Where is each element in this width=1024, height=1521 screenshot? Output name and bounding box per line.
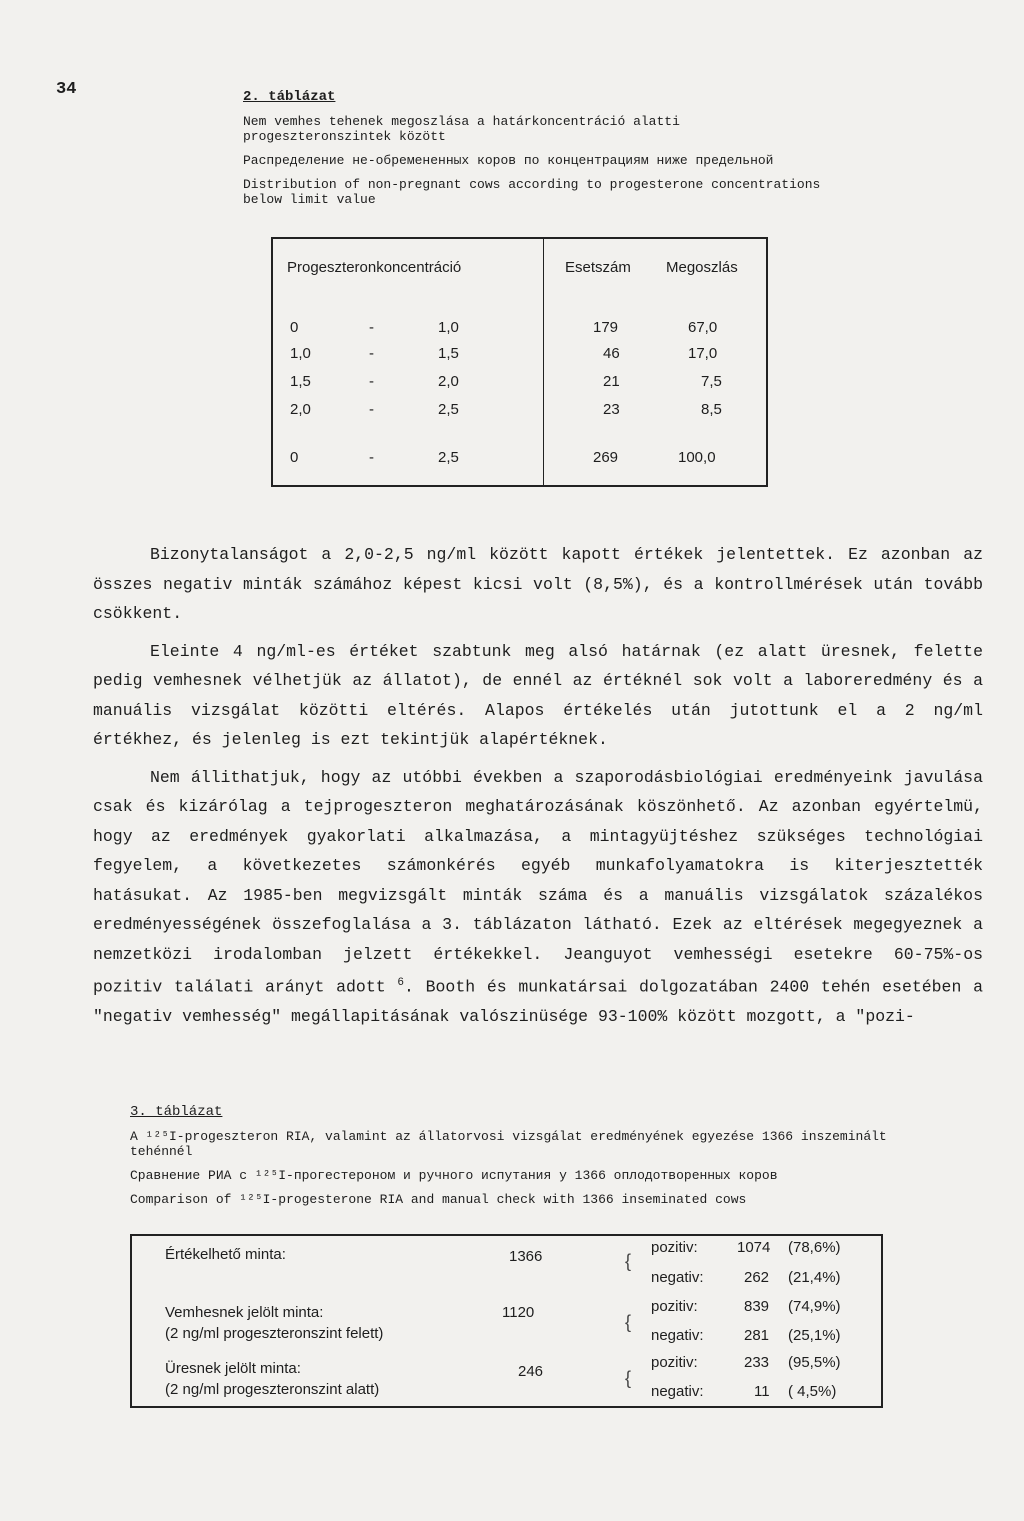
table2-row-dash: -: [369, 401, 374, 418]
body-text: [93, 540, 983, 1032]
table3-row-sublabel: (2 ng/ml progeszteronszint felett): [165, 1325, 384, 1342]
table3-row-total: 246: [518, 1363, 544, 1380]
table2-row-share: 17,0: [688, 345, 718, 362]
table3-pos-count: 839: [744, 1298, 770, 1315]
table2-row-count: 23: [603, 401, 620, 418]
table3-pos-percent: (95,5%): [788, 1354, 841, 1371]
table3-caption-en: Comparison of ¹²⁵I-progesterone RIA and manual check with 1366 inseminated cows: [130, 1192, 747, 1207]
table3-neg-label: negativ:: [651, 1327, 704, 1344]
table2-row-count: 179: [593, 319, 619, 336]
paragraph-1: Bizonytalanságot a 2,0-2,5 ng/ml között kapott értékek jelentettek. Ez azonban az összes negativ minták számához képest kicsi volt (8,5%), és a kontrollmérések után tovább csökkent.: [93, 545, 983, 623]
table3-row-label: Értékelhető minta:: [165, 1246, 286, 1263]
table3-neg-percent: ( 4,5%): [788, 1383, 837, 1400]
table2-row-from: 2,0: [290, 401, 311, 418]
table3-neg-count: 11: [754, 1383, 770, 1400]
brace-icon: {: [625, 1251, 632, 1271]
table2-row-dash: -: [369, 345, 374, 362]
table3-pos-count: 233: [744, 1354, 770, 1371]
table2-row-count: 21: [603, 373, 620, 390]
table3-pos-count: 1074: [737, 1239, 771, 1256]
table3-row-label: Üresnek jelölt minta:: [165, 1360, 301, 1377]
table2-divider: [543, 239, 544, 485]
table3-caption-ru: Сравнение РИА с ¹²⁵I-прогестероном и ручного испутания у 1366 оплодотворенных коров: [130, 1168, 778, 1183]
table2-row-from: 0: [290, 319, 299, 336]
table2-row-share: 7,5: [701, 373, 722, 390]
table3-row-total: 1120: [502, 1304, 535, 1321]
brace-icon: {: [625, 1312, 632, 1332]
table3-pos-label: pozitiv:: [651, 1298, 698, 1315]
table2-row-from: 1,5: [290, 373, 311, 390]
table2-row-to: 2,5: [438, 401, 459, 418]
paragraph-3: [93, 763, 983, 1032]
table2-header-share: Megoszlás: [666, 259, 738, 276]
table2-row-count: 46: [603, 345, 620, 362]
table3-pos-percent: (74,9%): [788, 1298, 841, 1315]
paragraph-3-part-a: Nem állithatjuk, hogy az utóbbi években a szaporodásbiológiai eredményeink javulása csak és kizárólag a tejprogeszteron meghatározásának köszönhető. Az azonban egyértelmü, hogy az eredmények gyakorlati alkalmazása, a mintagyüjtéshez szükséges technológiai fegyelem, a következetes számonkérés egyéb munkafolyamatokra is kiterjesztették hatásukat. Az 1985-ben megvizsgált minták száma és a manuális vizsgálatok százalékos eredményességének összefoglalása a 3. táblázaton látható. Ezek az eltérések megegyeznek a nemzetközi irodalomban jelzett értékekkel. Jeanguyot vemhességi esetekre 60-75%-os pozitiv találati arányt adott: [93, 767, 983, 997]
table3-neg-percent: (25,1%): [788, 1327, 841, 1344]
table3: [130, 1234, 883, 1408]
table2-row-to: 2,0: [438, 373, 459, 390]
table2-row-to: 1,5: [438, 345, 459, 362]
table2: [271, 237, 768, 487]
table2-row-share: 8,5: [701, 401, 722, 418]
table3-neg-label: negativ:: [651, 1269, 704, 1286]
table2-caption-en: Distribution of non-pregnant cows according to progesterone concentrations below limit value: [243, 177, 821, 207]
table3-row-label: Vemhesnek jelölt minta:: [165, 1304, 324, 1321]
table2-row-share: 67,0: [688, 319, 718, 336]
table3-row-sublabel: (2 ng/ml progeszteronszint alatt): [165, 1381, 380, 1398]
table2-total-from: 0: [290, 449, 299, 466]
table2-row-from: 1,0: [290, 345, 311, 362]
table2-total-dash: -: [369, 449, 374, 466]
paragraph-2: Eleinte 4 ng/ml-es értéket szabtunk meg alsó határnak (ez alatt üresnek, felette pedig vemhesnek vélhetjük az állatot), de ennél az értéknél sok volt a laboreredmény és a manuális vizsgálat közötti eltérés. Alapos értékelés után jutottunk el a 2 ng/ml értékhez, és jelenleg is ezt tekintjük alapértéknek.: [93, 641, 983, 749]
table3-pos-label: pozitiv:: [651, 1354, 698, 1371]
table2-header-concentration: Progeszteronkoncentráció: [287, 259, 462, 276]
table2-header-count: Esetszám: [565, 259, 631, 276]
table2-total-to: 2,5: [438, 449, 459, 466]
table3-caption-hu: A ¹²⁵I-progeszteron RIA, valamint az állatorvosi vizsgálat eredményének egyezése 1366 inszeminált tehénnél: [130, 1129, 887, 1159]
reference-superscript: 6: [397, 977, 404, 989]
table3-pos-label: pozitiv:: [651, 1239, 698, 1256]
table3-neg-count: 262: [744, 1269, 770, 1286]
table2-total-count: 269: [593, 449, 619, 466]
brace-icon: {: [625, 1368, 632, 1388]
paragraph-3-part-b: . Booth és munkatársai dolgozatában 2400 tehén esetében a "negativ vemhesség" megállapitásának valószinüsége 93-100% között mozgott, a "pozi-: [93, 977, 983, 1026]
table3-pos-percent: (78,6%): [788, 1239, 841, 1256]
table2-row-dash: -: [369, 319, 374, 336]
table3-neg-percent: (21,4%): [788, 1269, 841, 1286]
table2-caption-hu: Nem vemhes tehenek megoszlása a határkoncentráció alatti progeszteronszintek között: [243, 114, 680, 144]
table3-caption: [130, 1105, 950, 1207]
table2-row-to: 1,0: [438, 319, 459, 336]
table3-title: 3. táblázat: [130, 1104, 223, 1120]
table2-title: 2. táblázat: [243, 89, 336, 105]
table3-neg-label: negativ:: [651, 1383, 704, 1400]
table3-neg-count: 281: [744, 1327, 770, 1344]
table2-row-dash: -: [369, 373, 374, 390]
page-number: 34: [56, 80, 77, 99]
table2-caption: [243, 90, 823, 207]
table2-caption-ru: Распределение не-обремененных коров по концентрациям ниже предельной: [243, 153, 774, 168]
table2-total-share: 100,0: [678, 449, 716, 466]
table3-row-total: 1366: [509, 1248, 543, 1265]
